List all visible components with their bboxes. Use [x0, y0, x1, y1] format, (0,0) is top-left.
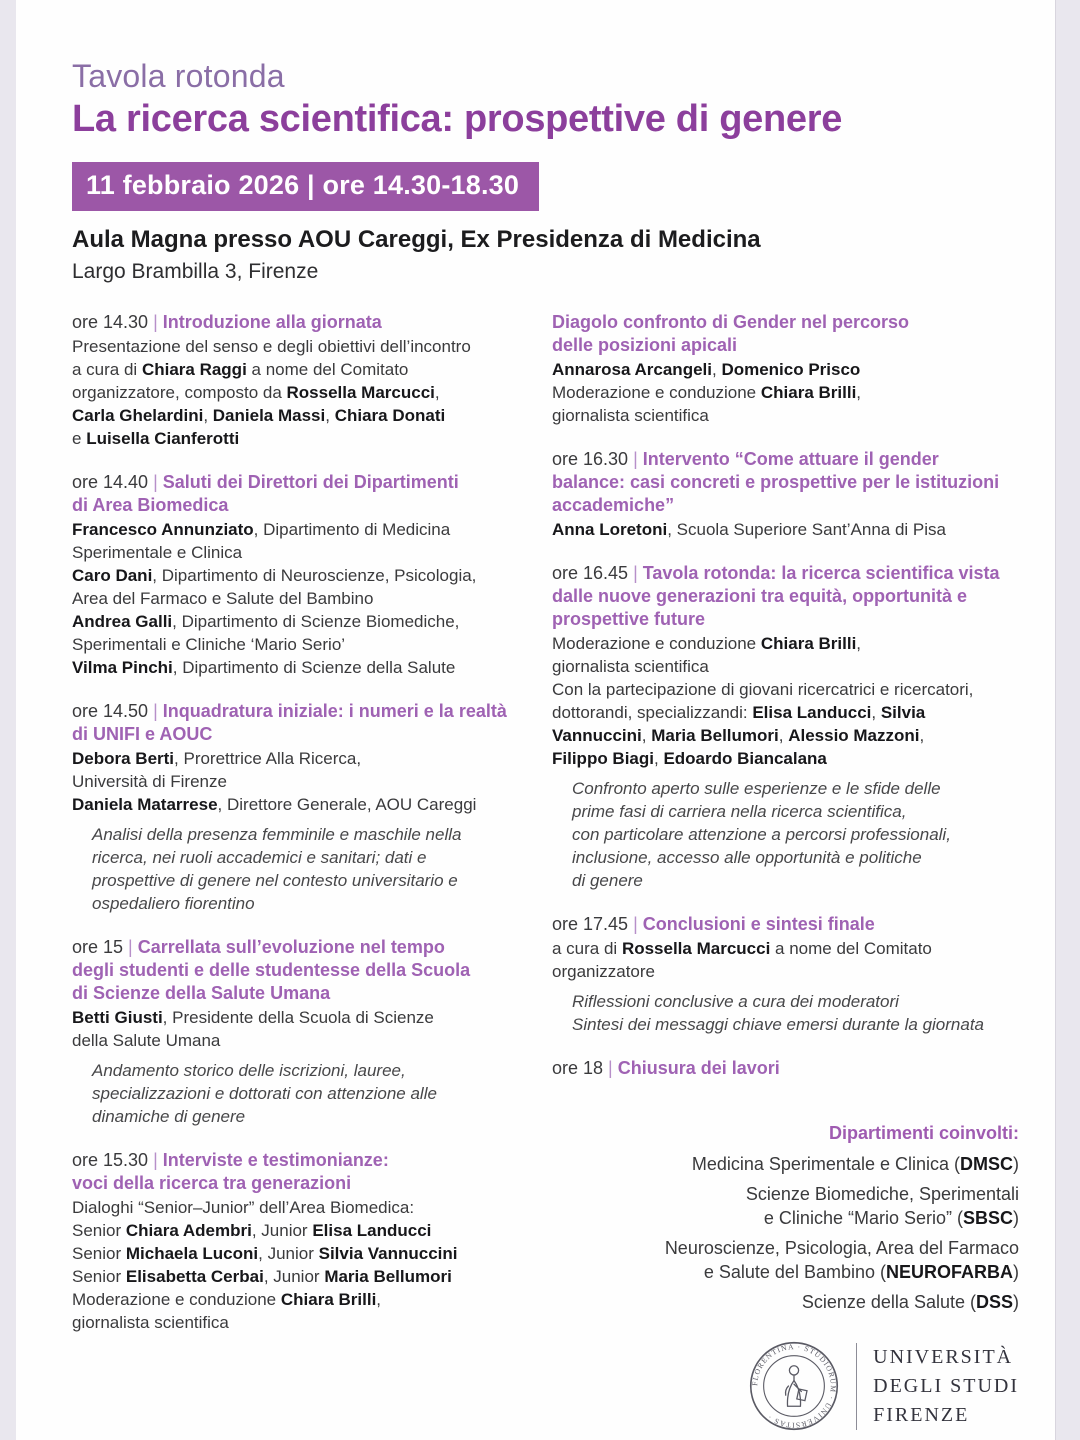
text: Scienze della Salute (	[801, 1292, 976, 1312]
bold-text: NEUROFARBA	[885, 1262, 1013, 1282]
bold-text: Annarosa Arcangeli	[552, 360, 712, 379]
text: a nome del Comitato	[770, 939, 932, 958]
session-separator: |	[633, 563, 638, 583]
bold-text: Elisabetta Cerbai	[125, 1267, 264, 1286]
venue-line: Aula Magna presso AOU Careggi, Ex Presidenza di Medicina	[72, 226, 761, 253]
bold-text: Daniela Matarrese	[72, 795, 218, 814]
university-seal-icon	[748, 1340, 840, 1432]
text: )	[1013, 1208, 1019, 1228]
text: della Salute Umana	[72, 1031, 221, 1050]
bold-text: Rossella Marcucci	[621, 939, 771, 958]
session-separator: |	[153, 701, 158, 721]
text: degli studenti e delle studentesse della Scuola	[72, 960, 471, 980]
bold-text: Vilma Pinchi	[72, 658, 173, 677]
wordmark-line-1: UNIVERSITÀ	[873, 1345, 1014, 1368]
text: giornalista scientifica	[552, 406, 709, 425]
text: Sperimentali e Cliniche ‘Mario Serio’	[72, 635, 346, 654]
program-session	[552, 311, 1019, 427]
text: , Junior	[251, 1221, 313, 1240]
text: , Dipartimento di Scienze Biomediche,	[172, 612, 460, 631]
text: inclusione, accesso alle opportunità e politiche	[572, 848, 922, 867]
text: ,	[871, 703, 881, 722]
bold-text: Maria Bellumori	[324, 1267, 452, 1286]
bold-text: Elisa Landucci	[312, 1221, 432, 1240]
session-body	[552, 937, 1019, 983]
text: Introduzione alla giornata	[162, 312, 382, 332]
departments-heading: Dipartimenti coinvolti:	[828, 1123, 1019, 1143]
text: ,	[654, 749, 664, 768]
text: e Cliniche “Mario Serio” (	[763, 1208, 963, 1228]
bold-text: Chiara Brilli	[280, 1290, 377, 1309]
session-title	[643, 914, 875, 934]
text: di genere	[572, 871, 643, 890]
bold-text: Carla Ghelardini	[72, 406, 204, 425]
text: Andamento storico delle iscrizioni, lauree,	[92, 1061, 406, 1080]
svg-text:FLORENTINA · STUDIORUM · UNIVE: FLORENTINA · STUDIORUM · UNIVERSITAS ·	[750, 1342, 839, 1430]
session-heading	[72, 1149, 524, 1195]
text: Riflessioni conclusive a cura dei moderatori	[572, 992, 899, 1011]
text: ospedaliero fiorentino	[92, 894, 255, 913]
text: Tavola rotonda: la ricerca scientifica vista	[642, 563, 1000, 583]
session-body	[72, 747, 524, 816]
bold-text: Chiara Donati	[334, 406, 446, 425]
bold-text: Maria Bellumori	[651, 726, 779, 745]
session-body	[552, 518, 1019, 541]
session-separator: |	[633, 449, 638, 469]
text: di UNIFI e AOUC	[72, 724, 213, 744]
text: e	[72, 429, 87, 448]
text: ,	[376, 1290, 382, 1309]
session-heading	[72, 936, 524, 1005]
text: prospettive di genere nel contesto universitario e	[92, 871, 458, 890]
bold-text: Filippo Biagi	[552, 749, 654, 768]
text: prime fasi di carriera nella ricerca scientifica,	[572, 802, 907, 821]
text: Inquadratura iniziale: i numeri e la realtà	[162, 701, 507, 721]
session-body	[72, 1006, 524, 1052]
bold-text: DMSC	[960, 1154, 1013, 1174]
text: Università di Firenze	[72, 772, 227, 791]
text: , Direttore Generale, AOU Careggi	[217, 795, 477, 814]
text: , Dipartimento di Neuroscienze, Psicologia,	[152, 566, 477, 585]
university-wordmark	[856, 1343, 1019, 1430]
text: organizzatore	[552, 962, 656, 981]
bold-text: Betti Giusti	[72, 1008, 163, 1027]
bold-text: Silvia Vannuccini	[318, 1244, 458, 1263]
text: Senior	[72, 1244, 126, 1263]
page-title: La ricerca scientifica: prospettive di genere	[72, 98, 843, 140]
program-session	[72, 471, 524, 679]
text: ,	[434, 383, 440, 402]
text: dinamiche di genere	[92, 1107, 246, 1126]
wordmark-line-3: FIRENZE	[873, 1403, 970, 1426]
bold-text: DSS	[975, 1292, 1013, 1312]
session-separator: |	[153, 312, 158, 332]
bold-text: Daniela Massi	[212, 406, 326, 425]
session-time: ore 16.30	[552, 449, 629, 469]
text: dottorandi, specializzandi:	[552, 703, 753, 722]
session-separator: |	[608, 1058, 613, 1078]
session-separator: |	[128, 937, 133, 957]
text: Medicina Sperimentale e Clinica (	[691, 1154, 960, 1174]
session-time: ore 14.40	[72, 472, 149, 492]
eyebrow-title: Tavola rotonda	[72, 58, 285, 94]
text: Senior	[72, 1267, 126, 1286]
bold-text: SBSC	[962, 1208, 1013, 1228]
text: Dialoghi “Senior–Junior” dell’Area Biomedica:	[72, 1198, 415, 1217]
text: Moderazione e conduzione	[72, 1290, 281, 1309]
bold-text: Domenico Prisco	[721, 360, 861, 379]
session-time: ore 15	[72, 937, 124, 957]
text: giornalista scientifica	[72, 1313, 229, 1332]
program-column-right	[552, 311, 1019, 1432]
bold-text: Edoardo Biancalana	[663, 749, 827, 768]
text: ,	[325, 406, 335, 425]
text: , Junior	[258, 1244, 319, 1263]
session-separator: |	[153, 472, 158, 492]
text: giornalista scientifica	[552, 657, 709, 676]
text: Analisi della presenza femminile e maschile nella	[92, 825, 462, 844]
program-session	[72, 700, 524, 915]
session-note	[572, 777, 1019, 892]
text: ,	[778, 726, 789, 745]
program-session	[552, 1057, 1019, 1080]
session-body	[72, 335, 524, 450]
poster-page	[16, 0, 1056, 1440]
text: , Prorettrice Alla Ricerca,	[174, 749, 362, 768]
program-session	[72, 311, 524, 450]
departments-list	[552, 1152, 1019, 1314]
department-item	[552, 1236, 1019, 1284]
department-item	[552, 1290, 1019, 1314]
text: Presentazione del senso e degli obiettivi dell’incontro	[72, 337, 471, 356]
text: , Dipartimento di Scienze della Salute	[172, 658, 456, 677]
bold-text: Debora Berti	[72, 749, 175, 768]
text: Interviste e testimonianze:	[162, 1150, 389, 1170]
text: Chiusura dei lavori	[617, 1058, 780, 1078]
text: e Salute del Bambino (	[703, 1262, 886, 1282]
text: Confronto aperto sulle esperienze e le sfide delle	[572, 779, 941, 798]
department-item	[552, 1182, 1019, 1230]
text: ,	[711, 360, 722, 379]
session-heading	[552, 913, 1019, 936]
text: a cura di	[72, 360, 142, 379]
text: organizzatore, composto da	[72, 383, 287, 402]
session-heading	[552, 1057, 1019, 1080]
program-columns	[72, 311, 1019, 1432]
session-note	[92, 1059, 524, 1128]
program-session	[72, 936, 524, 1128]
session-separator: |	[633, 914, 638, 934]
bold-text: Silvia	[880, 703, 926, 722]
text: a cura di	[552, 939, 622, 958]
session-title	[618, 1058, 780, 1078]
text: ,	[919, 726, 925, 745]
text: Neuroscienze, Psicologia, Area del Farmaco	[664, 1238, 1019, 1258]
session-body	[72, 518, 524, 679]
text: , Junior	[263, 1267, 325, 1286]
text: Area del Farmaco e Salute del Bambino	[72, 589, 374, 608]
bold-text: Michaela Luconi	[125, 1244, 259, 1263]
bold-text: Caro Dani	[72, 566, 153, 585]
session-separator: |	[153, 1150, 158, 1170]
text: ricerca, nei ruoli accademici e sanitari; dati e	[92, 848, 427, 867]
text: con particolare attenzione a percorsi professionali,	[572, 825, 951, 844]
program-session	[552, 562, 1019, 892]
bold-text: Alessio Mazzoni	[788, 726, 920, 745]
session-heading	[552, 562, 1019, 631]
text: )	[1013, 1292, 1019, 1312]
text: voci della ricerca tra generazioni	[72, 1173, 352, 1193]
text: , Presidente della Scuola di Scienze	[162, 1008, 434, 1027]
bold-text: Chiara Adembri	[125, 1221, 252, 1240]
session-time: ore 16.45	[552, 563, 629, 583]
text: a nome del Comitato	[246, 360, 409, 379]
date-time-banner: 11 febbraio 2026 | ore 14.30-18.30	[72, 162, 539, 211]
text: di Scienze della Salute Umana	[72, 983, 331, 1003]
text: balance: casi concreti e prospettive per le istituzioni	[552, 472, 1000, 492]
text: dalle nuove generazioni tra equità, opportunità e	[552, 586, 968, 606]
address-line: Largo Brambilla 3, Firenze	[72, 260, 319, 283]
text: Carrellata sull’evoluzione nel tempo	[137, 937, 445, 957]
session-time: ore 18	[552, 1058, 604, 1078]
department-item	[552, 1152, 1019, 1176]
session-heading	[72, 311, 524, 334]
text: )	[1013, 1154, 1019, 1174]
session-time: ore 15.30	[72, 1150, 149, 1170]
program-sessions-right	[552, 311, 1019, 1080]
text: Saluti dei Direttori dei Dipartimenti	[162, 472, 459, 492]
session-time: ore 14.30	[72, 312, 149, 332]
wordmark-line-2: DEGLI STUDI	[873, 1374, 1019, 1397]
session-time: ore 17.45	[552, 914, 629, 934]
session-note	[92, 823, 524, 915]
text: delle posizioni apicali	[552, 335, 738, 355]
session-time: ore 14.50	[72, 701, 149, 721]
bold-text: Francesco Annunziato	[72, 520, 254, 539]
text: ,	[856, 634, 862, 653]
text: Scienze Biomediche, Sperimentali	[745, 1184, 1019, 1204]
session-heading	[72, 471, 524, 517]
session-heading	[72, 700, 524, 746]
program-column-left	[72, 311, 524, 1432]
text: Con la partecipazione di giovani ricercatrici e ricercatori,	[552, 680, 974, 699]
text: Sperimentale e Clinica	[72, 543, 243, 562]
text: di Area Biomedica	[72, 495, 229, 515]
text: ,	[856, 383, 862, 402]
bold-text: Luisella Cianferotti	[86, 429, 240, 448]
text: specializzazioni e dottorati con attenzione alle	[92, 1084, 437, 1103]
university-logo	[552, 1340, 1019, 1432]
bold-text: Rossella Marcucci	[286, 383, 435, 402]
session-heading	[552, 311, 1019, 357]
bold-text: Anna Loretoni	[552, 520, 668, 539]
text: ,	[641, 726, 652, 745]
session-body	[552, 632, 1019, 770]
text: Intervento “Come attuare il gender	[642, 449, 939, 469]
text: Moderazione e conduzione	[552, 383, 761, 402]
text: Diagolo confronto di Gender nel percorso	[552, 312, 910, 332]
program-session	[552, 913, 1019, 1036]
text: Conclusioni e sintesi finale	[642, 914, 875, 934]
program-session	[552, 448, 1019, 541]
bold-text: Elisa Landucci	[752, 703, 872, 722]
text: Senior	[72, 1221, 126, 1240]
session-title	[552, 312, 909, 355]
text: , Scuola Superiore Sant’Anna di Pisa	[667, 520, 947, 539]
text: Sintesi dei messaggi chiave emersi durante la giornata	[572, 1015, 985, 1034]
bold-text: Chiara Brilli	[760, 634, 857, 653]
bold-text: Vannuccini	[552, 726, 642, 745]
session-title	[163, 312, 382, 332]
bold-text: Chiara Raggi	[141, 360, 247, 379]
text: , Dipartimento di Medicina	[253, 520, 451, 539]
text: ,	[203, 406, 213, 425]
text: prospettive future	[552, 609, 706, 629]
program-session	[72, 1149, 524, 1334]
bold-text: Andrea Galli	[72, 612, 173, 631]
bold-text: Chiara Brilli	[760, 383, 857, 402]
session-body	[552, 358, 1019, 427]
text: Moderazione e conduzione	[552, 634, 761, 653]
text: )	[1013, 1262, 1019, 1282]
session-note	[572, 990, 1019, 1036]
departments-block	[552, 1120, 1019, 1314]
session-heading	[552, 448, 1019, 517]
session-body	[72, 1196, 524, 1334]
text: accademiche”	[552, 495, 675, 515]
